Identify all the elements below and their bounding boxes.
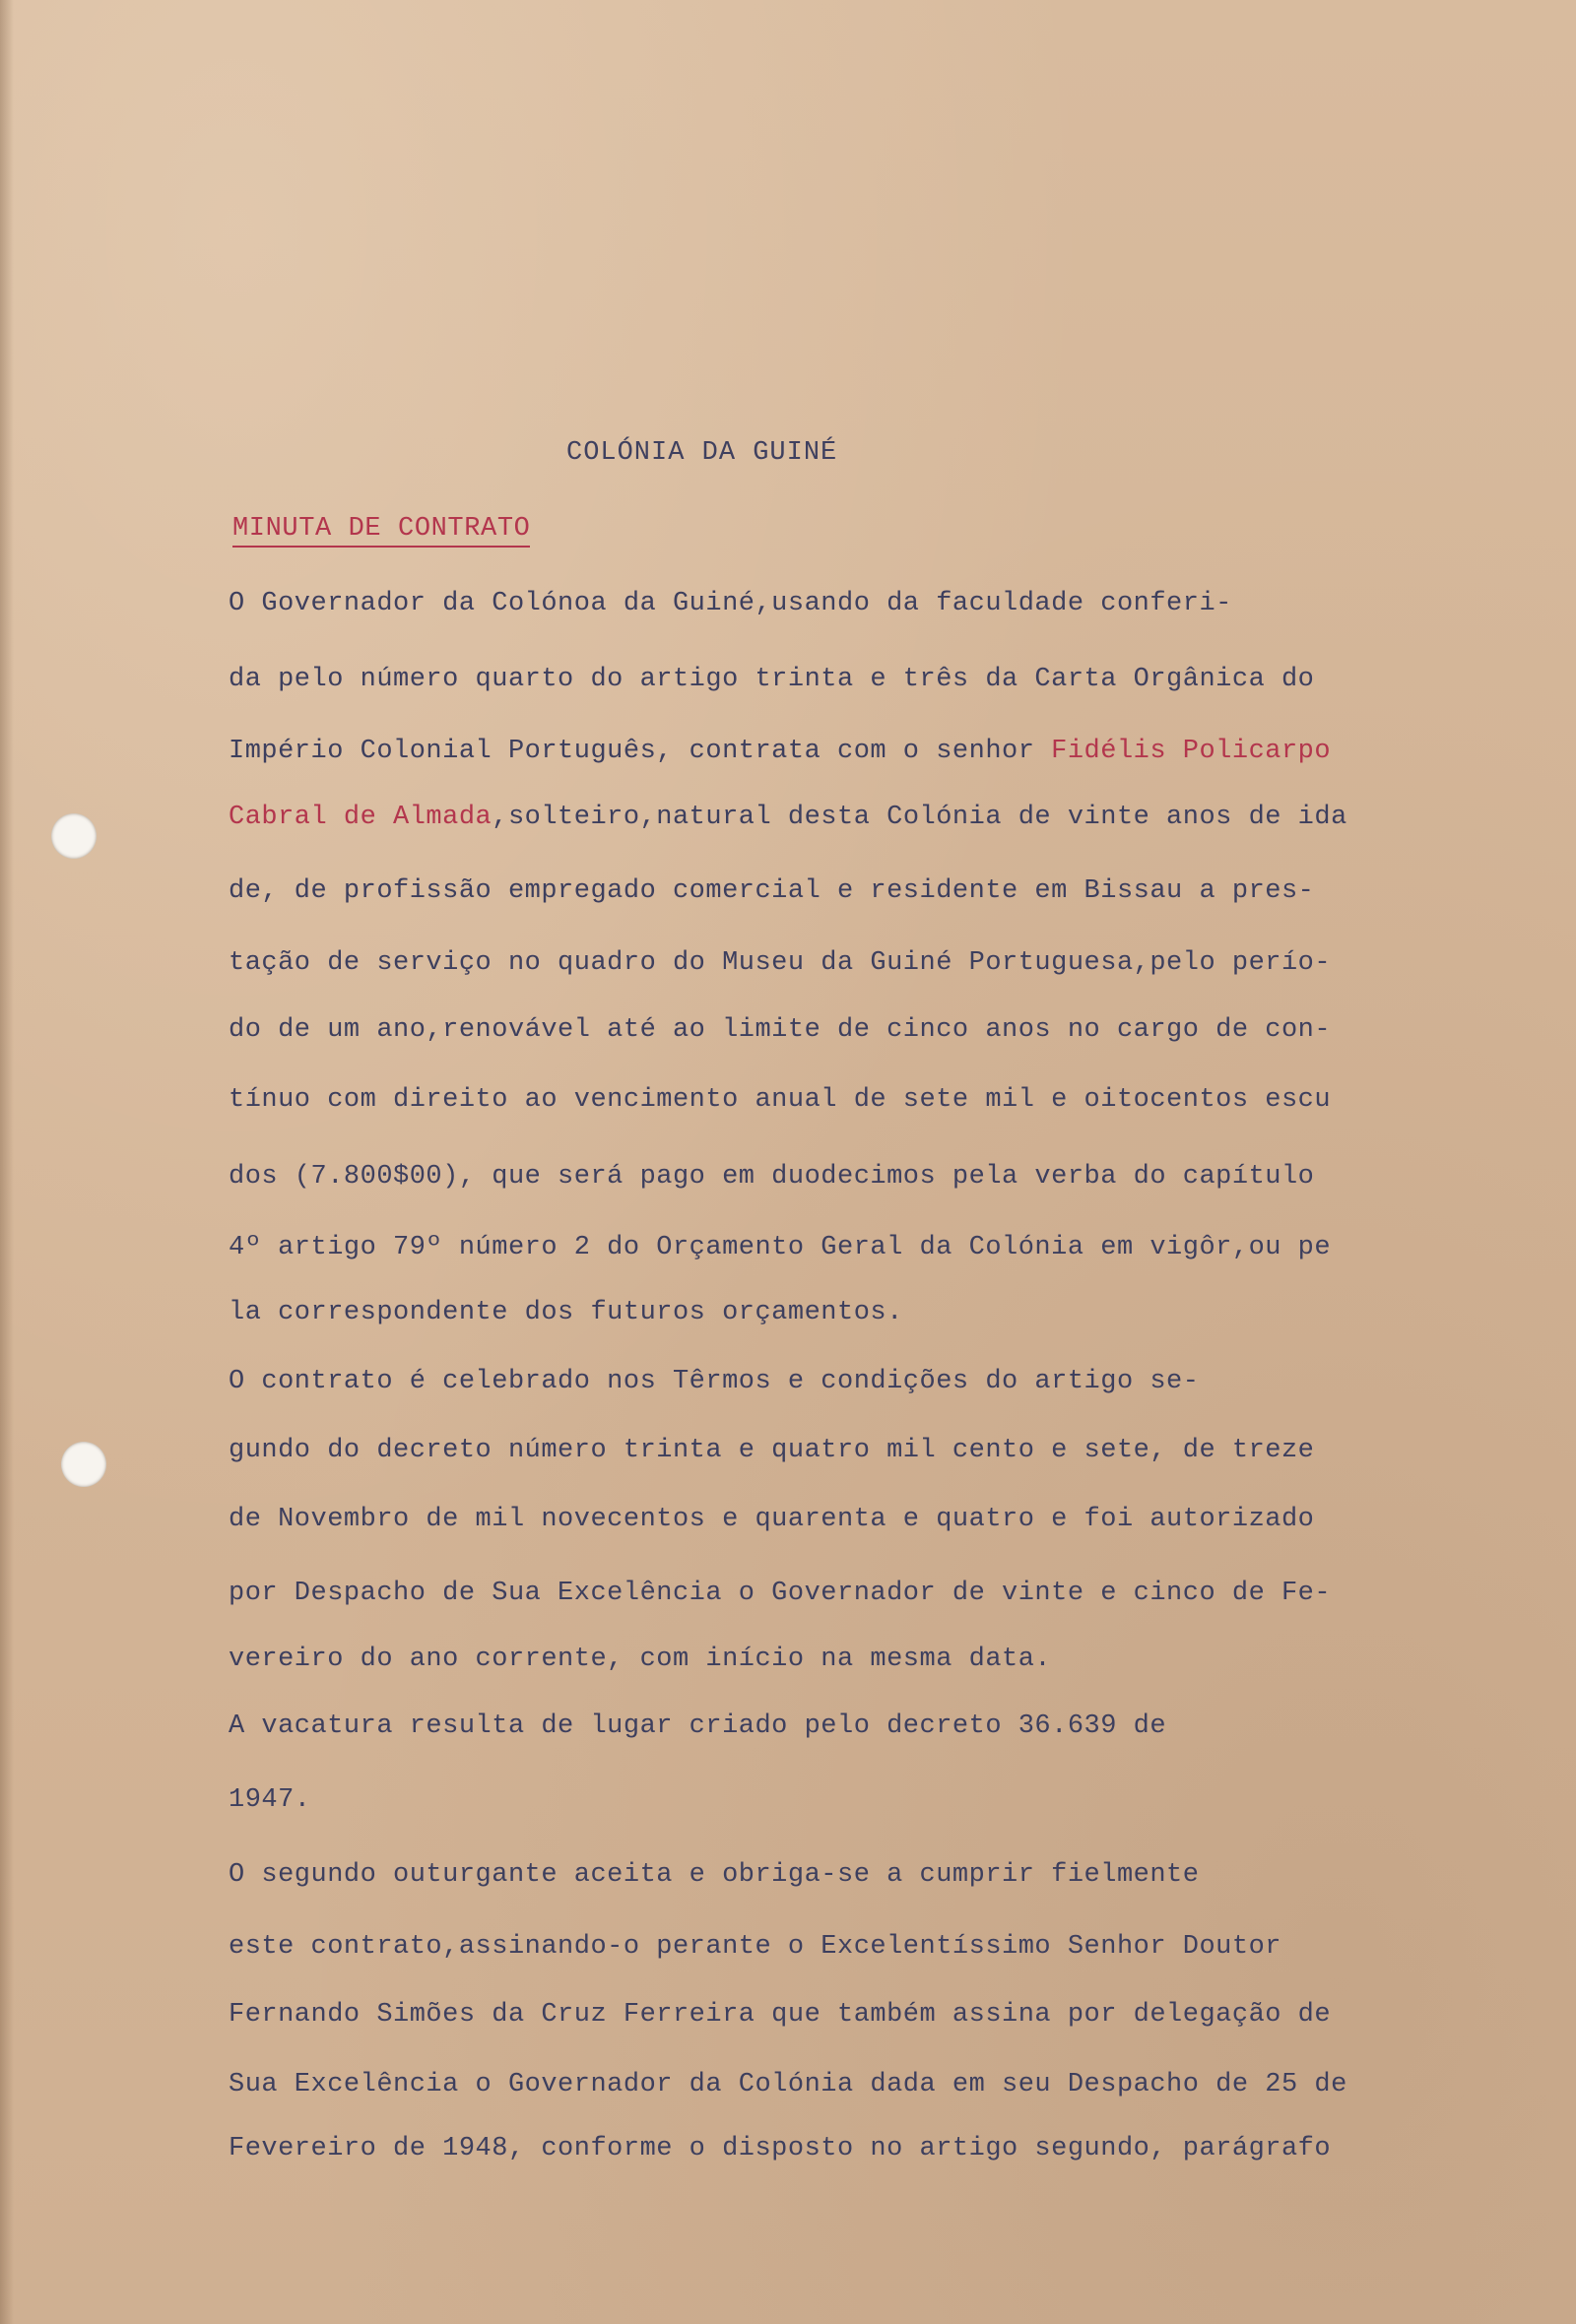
text-line: da pelo número quarto do artigo trinta e três da Carta Orgânica do: [229, 665, 1315, 694]
text-line: gundo do decreto número trinta e quatro mil cento e sete, de treze: [229, 1436, 1315, 1465]
punch-hole: [51, 813, 97, 859]
contract-heading: MINUTA DE CONTRATO: [232, 514, 530, 548]
text-line: dos (7.800$00), que será pago em duodecimos pela verba do capítulo: [229, 1162, 1315, 1192]
text-line: [229, 737, 1331, 766]
text-line: tação de serviço no quadro do Museu da Guiné Portuguesa,pelo perío-: [229, 948, 1332, 978]
text-line: O segundo outurgante aceita e obriga-se a cumprir fielmente: [229, 1860, 1200, 1890]
text-line: O Governador da Colónoa da Guiné,usando da faculdade conferi-: [229, 589, 1232, 618]
text-line: Fevereiro de 1948, conforme o disposto no artigo segundo, parágrafo: [229, 2134, 1332, 2163]
text-line: [229, 803, 1347, 832]
text-line: O contrato é celebrado nos Têrmos e condições do artigo se-: [229, 1367, 1200, 1396]
text-line: do de um ano,renovável até ao limite de cinco anos no cargo de con-: [229, 1015, 1332, 1045]
document-title: COLÓNIA DA GUINÉ: [566, 438, 838, 468]
punch-hole: [61, 1442, 106, 1487]
paper-edge: [0, 0, 14, 2324]
text-line: Fernando Simões da Cruz Ferreira que também assina por delegação de: [229, 2000, 1332, 2030]
text-line: por Despacho de Sua Excelência o Governador de vinte e cinco de Fe-: [229, 1579, 1332, 1608]
text-line: de Novembro de mil novecentos e quarenta e quatro e foi autorizado: [229, 1505, 1315, 1534]
text-line: de, de profissão empregado comercial e residente em Bissau a pres-: [229, 876, 1315, 906]
contractor-surname: Cabral de Almada: [229, 803, 492, 832]
text-line: tínuo com direito ao vencimento anual de sete mil e oitocentos escu: [229, 1085, 1332, 1115]
text-segment: ,solteiro,natural desta Colónia de vinte anos de ida: [492, 803, 1347, 832]
contractor-name: Fidélis Policarpo: [1051, 737, 1332, 766]
text-line: A vacatura resulta de lugar criado pelo decreto 36.639 de: [229, 1711, 1167, 1741]
text-segment: Império Colonial Português, contrata com o senhor: [229, 737, 1052, 766]
text-line: 1947.: [229, 1785, 311, 1815]
text-line: este contrato,assinando-o perante o Excelentíssimo Senhor Doutor: [229, 1932, 1281, 1962]
text-line: vereiro do ano corrente, com início na mesma data.: [229, 1645, 1052, 1674]
text-line: Sua Excelência o Governador da Colónia dada em seu Despacho de 25 de: [229, 2070, 1347, 2099]
text-line: la correspondente dos futuros orçamentos.: [229, 1298, 903, 1327]
text-line: 4º artigo 79º número 2 do Orçamento Geral da Colónia em vigôr,ou pe: [229, 1233, 1332, 1262]
